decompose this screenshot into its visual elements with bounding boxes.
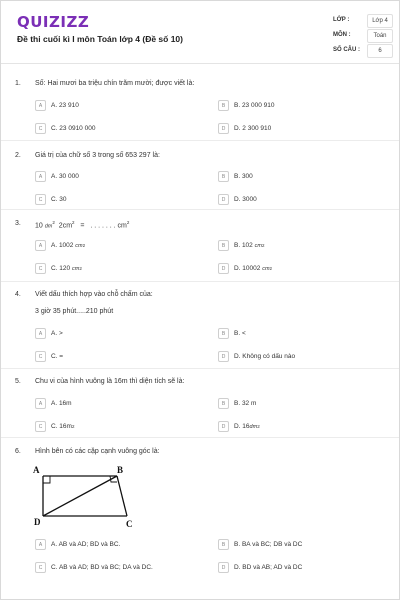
option-text: B. 32 m: [234, 400, 257, 407]
option-unit: cm: [75, 242, 83, 249]
question-text: Giá trị của chữ số 3 trong số 653 297 là:: [35, 152, 160, 159]
option-b[interactable]: [218, 240, 264, 251]
option-letter-badge: C: [35, 194, 46, 205]
option-c[interactable]: [35, 263, 82, 274]
question-text: Hình bên có các cặp cạnh vuông góc là:: [35, 448, 160, 455]
option-b[interactable]: [218, 100, 274, 111]
option-text: B. 23 000 910: [234, 102, 275, 109]
option-c[interactable]: [35, 351, 63, 362]
option-unit: cm: [262, 265, 270, 272]
question-count-value: 6: [367, 44, 393, 58]
option-letter-badge: D: [218, 351, 229, 362]
question-number: 2.: [15, 152, 21, 159]
option-text: C. =: [51, 353, 64, 360]
option-text: D. BD và AB; AD và DC: [234, 564, 303, 571]
option-letter-badge: A: [35, 398, 46, 409]
option-a[interactable]: [35, 100, 79, 111]
segment-bc: [117, 476, 127, 516]
option-c[interactable]: [35, 194, 67, 205]
option-text: B. 300: [234, 173, 253, 180]
question-text: Chu vi của hình vuông là 16m thì diện tích sẽ là:: [35, 378, 185, 385]
option-text: A. 23 910: [51, 102, 79, 109]
option-letter-badge: C: [35, 421, 46, 432]
vertex-label-d: D: [34, 517, 41, 527]
question-number: 3.: [15, 220, 21, 227]
question-divider: [1, 368, 399, 369]
option-text: D. 3000: [234, 196, 257, 203]
option-d[interactable]: [218, 194, 257, 205]
option-letter-badge: D: [218, 562, 229, 573]
option-text: A. >: [51, 330, 63, 337]
option-letter-badge: A: [35, 240, 46, 251]
question-divider: [1, 140, 399, 141]
option-letter-badge: C: [35, 562, 46, 573]
question-divider: [1, 209, 399, 210]
vertex-label-c: C: [126, 519, 133, 528]
option-letter-badge: A: [35, 328, 46, 339]
option-text: C. 30: [51, 196, 67, 203]
option-letter-badge: D: [218, 123, 229, 134]
option-text: D. 2 300 910: [234, 125, 272, 132]
option-letter-badge: B: [218, 171, 229, 182]
option-letter-badge: C: [35, 263, 46, 274]
expr-exponent: 2: [126, 220, 130, 225]
option-letter-badge: B: [218, 398, 229, 409]
option-text: D. 16: [234, 423, 250, 430]
expr-equals: =: [80, 222, 85, 230]
question-text: Số: Hai mươi ba triệu chín trăm mười; được viết là:: [35, 80, 195, 87]
question-number: 5.: [15, 378, 21, 385]
option-letter-badge: D: [218, 263, 229, 274]
vertex-label-a: A: [33, 465, 40, 475]
option-text: D. 10002: [234, 265, 261, 272]
quizizz-logo: QUIZIZZ: [17, 13, 90, 31]
option-letter-badge: D: [218, 421, 229, 432]
subject-label: MÔN :: [333, 32, 351, 38]
expr-number: 10: [35, 222, 43, 230]
option-letter-badge: B: [218, 328, 229, 339]
option-letter-badge: B: [218, 240, 229, 251]
option-text: B. <: [234, 330, 246, 337]
expr-exponent: 2: [52, 220, 55, 225]
option-exponent: 2: [71, 424, 75, 429]
option-text: C. 23 0910 000: [51, 125, 96, 132]
option-exponent: 2: [261, 243, 265, 248]
option-a[interactable]: [35, 171, 79, 182]
option-exponent: 2: [82, 243, 86, 248]
option-a[interactable]: [35, 398, 72, 409]
option-d[interactable]: [218, 351, 295, 362]
option-letter-badge: B: [218, 539, 229, 550]
question-number: 6.: [15, 448, 21, 455]
option-text: C. 120: [51, 265, 71, 272]
segment-bd: [43, 476, 117, 516]
option-text: A. 1002: [51, 242, 74, 249]
option-text: C. 16m: [51, 423, 72, 430]
option-d[interactable]: [218, 263, 272, 274]
header-divider: [1, 63, 399, 64]
option-exponent: 2: [257, 424, 260, 429]
expr-exponent: 2: [72, 220, 75, 225]
option-unit: cm: [71, 265, 80, 272]
option-b[interactable]: [218, 171, 253, 182]
option-text: A. 16m: [51, 400, 72, 407]
trapezoid-diagram: [31, 464, 141, 528]
option-b[interactable]: [218, 398, 256, 409]
option-b[interactable]: [218, 328, 246, 339]
question-number: 1.: [15, 80, 21, 87]
q6-option-c[interactable]: [35, 562, 153, 573]
option-exponent: 2: [269, 266, 273, 271]
question-count-label: SỐ CÂU :: [333, 47, 360, 53]
question-subtext: 3 giờ 35 phút.....210 phút: [35, 308, 114, 315]
option-letter-badge: C: [35, 123, 46, 134]
option-letter-badge: A: [35, 539, 46, 550]
option-text: B. BA và BC; DB và DC: [234, 541, 303, 548]
option-text: C. AB và AD; BD và BC; DA và DC.: [51, 564, 153, 571]
subject-value: Toán: [367, 29, 393, 43]
question-text: Viết dấu thích hợp vào chỗ chấm của:: [35, 291, 153, 298]
question-text: [35, 220, 129, 229]
question-divider: [1, 437, 399, 438]
right-angle-mark-a: [43, 476, 50, 483]
expr-blank: . . . . . . . cm: [90, 222, 127, 230]
expr-term: 2cm: [58, 222, 73, 230]
option-unit: dm: [249, 423, 258, 430]
option-c[interactable]: [35, 421, 74, 432]
option-text: A. AB và AD; BD và BC.: [51, 541, 121, 548]
option-unit: cm: [254, 242, 262, 249]
question-number: 4.: [15, 291, 21, 298]
option-letter-badge: A: [35, 171, 46, 182]
option-c[interactable]: [35, 123, 95, 134]
option-text: B. 102: [234, 242, 253, 249]
q6-option-a[interactable]: [35, 539, 120, 550]
question-divider: [1, 281, 399, 282]
vertex-label-b: B: [117, 465, 124, 475]
option-d[interactable]: [218, 123, 271, 134]
q6-option-b[interactable]: [218, 539, 302, 550]
option-exponent: 2: [79, 266, 82, 271]
option-text: A. 30 000: [51, 173, 79, 180]
expr-unit: dm: [44, 223, 53, 230]
option-text: D. Không có dấu nào: [234, 353, 296, 360]
option-letter-badge: C: [35, 351, 46, 362]
option-a[interactable]: [35, 328, 63, 339]
option-letter-badge: A: [35, 100, 46, 111]
class-label: LỚP :: [333, 17, 350, 23]
option-letter-badge: B: [218, 100, 229, 111]
option-letter-badge: D: [218, 194, 229, 205]
q6-option-d[interactable]: [218, 562, 302, 573]
option-d[interactable]: [218, 421, 260, 432]
class-value: Lớp 4: [367, 14, 393, 28]
document-title: Đề thi cuối kì I môn Toán lớp 4 (Đề số 10): [17, 34, 183, 44]
header: [1, 1, 399, 63]
option-a[interactable]: [35, 240, 85, 251]
